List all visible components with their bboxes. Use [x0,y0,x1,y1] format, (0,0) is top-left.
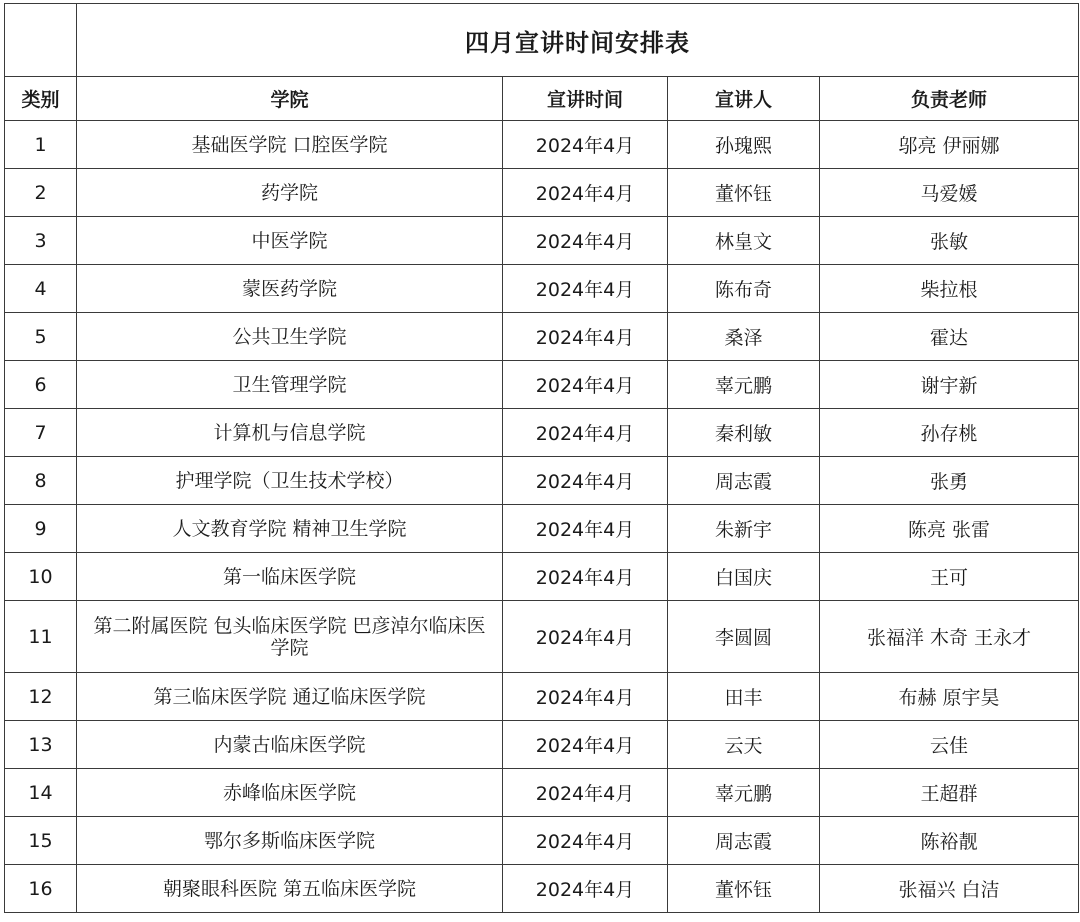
row-college-text: 第三临床医学院 通辽临床医学院 [153,685,426,708]
header-teacher: 负责老师 [820,77,1079,121]
row-time-text: 2024年4月 [535,279,635,301]
row-teacher-cell [820,721,1079,769]
row-teacher-text: 陈裕靓 [920,831,978,853]
table-row [5,313,1079,361]
row-index-text: 5 [34,325,47,348]
row-speaker-cell [668,673,820,721]
header-speaker: 宣讲人 [668,77,820,121]
row-teacher-cell [820,313,1079,361]
row-speaker-text: 李圆圆 [714,627,772,649]
row-college-cell [77,169,503,217]
table-body [5,4,1079,913]
row-teacher-text: 王可 [929,567,968,589]
row-index-cell [5,217,77,265]
row-teacher-cell [820,409,1079,457]
row-index-cell [5,169,77,217]
row-college-text: 基础医学院 口腔医学院 [191,133,388,156]
table-title: 四月宣讲时间安排表 [465,28,690,57]
row-college-cell [77,553,503,601]
row-time-cell [503,121,668,169]
table-row [5,721,1079,769]
row-college-cell [77,361,503,409]
row-time-cell [503,457,668,505]
row-time-text: 2024年4月 [535,831,635,853]
table-row [5,553,1079,601]
row-speaker-cell [668,721,820,769]
table-row [5,457,1079,505]
row-college-text: 药学院 [260,181,318,204]
row-college-text: 人文教育学院 精神卫生学院 [172,517,407,540]
table-row [5,601,1079,673]
row-teacher-cell [820,673,1079,721]
row-teacher-cell [820,457,1079,505]
row-time-cell [503,769,668,817]
row-teacher-text: 王超群 [920,783,978,805]
row-college-cell [77,217,503,265]
row-speaker-text: 桑泽 [724,327,763,349]
row-time-cell [503,409,668,457]
row-college-cell [77,817,503,865]
row-speaker-cell [668,121,820,169]
row-college-cell [77,721,503,769]
row-teacher-cell [820,769,1079,817]
row-time-text: 2024年4月 [535,327,635,349]
row-teacher-cell [820,601,1079,673]
table-row [5,169,1079,217]
row-speaker-text: 周志霞 [714,471,772,493]
row-teacher-text: 邬亮 伊丽娜 [898,135,1000,157]
row-college-cell [77,457,503,505]
row-speaker-text: 朱新宇 [714,519,772,541]
row-time-cell [503,865,668,913]
row-time-cell [503,505,668,553]
row-time-text: 2024年4月 [535,231,635,253]
row-time-cell [503,313,668,361]
row-college-text: 卫生管理学院 [232,373,347,396]
row-index-text: 2 [34,181,47,204]
row-teacher-cell [820,553,1079,601]
row-time-text: 2024年4月 [535,183,635,205]
title-row [5,4,1079,77]
row-speaker-cell [668,313,820,361]
schedule-table [4,3,1079,913]
row-index-text: 1 [34,133,47,156]
row-speaker-cell [668,817,820,865]
row-college-text: 朝聚眼科医院 第五临床医学院 [162,877,417,900]
row-speaker-cell [668,169,820,217]
row-index-cell [5,505,77,553]
row-college-cell [77,673,503,721]
row-index-text: 9 [34,517,47,540]
row-index-cell [5,673,77,721]
row-teacher-text: 张福兴 白洁 [898,879,1000,901]
table-row [5,265,1079,313]
header-row [5,77,1079,121]
row-college-cell [77,505,503,553]
row-index-cell [5,817,77,865]
row-speaker-cell [668,265,820,313]
row-speaker-text: 田丰 [724,687,763,709]
row-index-cell [5,313,77,361]
row-time-cell [503,721,668,769]
row-college-text: 中医学院 [251,229,328,252]
row-college-text: 蒙医药学院 [241,277,337,300]
row-teacher-text: 布赫 原宇昊 [898,687,1000,709]
row-college-cell [77,601,503,673]
row-index-cell [5,553,77,601]
row-index-cell [5,769,77,817]
row-teacher-text: 孙存桃 [920,423,978,445]
row-index-text: 8 [34,469,47,492]
row-speaker-text: 周志霞 [714,831,772,853]
row-teacher-cell [820,217,1079,265]
row-speaker-text: 陈布奇 [714,279,772,301]
table-row [5,865,1079,913]
row-college-text: 赤峰临床医学院 [222,781,356,804]
table-row [5,217,1079,265]
row-speaker-text: 白国庆 [714,567,772,589]
row-time-cell [503,673,668,721]
table-row [5,673,1079,721]
table-row [5,121,1079,169]
row-time-text: 2024年4月 [535,135,635,157]
row-college-text: 第二附属医院 包头临床医学院 巴彦淖尔临床医学院 [93,614,486,659]
table-row [5,505,1079,553]
row-index-text: 6 [34,373,47,396]
row-college-text: 计算机与信息学院 [213,421,366,444]
row-speaker-text: 辜元鹏 [714,375,772,397]
row-time-text: 2024年4月 [535,471,635,493]
row-college-cell [77,865,503,913]
row-teacher-cell [820,265,1079,313]
title-corner-cell [5,4,77,77]
row-speaker-text: 辜元鹏 [714,783,772,805]
row-speaker-cell [668,409,820,457]
row-college-text: 护理学院（卫生技术学校） [175,469,404,492]
row-time-text: 2024年4月 [535,879,635,901]
row-speaker-text: 林皇文 [714,231,772,253]
row-time-cell [503,265,668,313]
header-time: 宣讲时间 [503,77,668,121]
row-index-cell [5,409,77,457]
row-index-cell [5,721,77,769]
row-teacher-text: 柴拉根 [920,279,978,301]
row-index-cell [5,265,77,313]
row-college-text: 第一临床医学院 [222,565,356,588]
row-teacher-cell [820,169,1079,217]
row-speaker-text: 董怀钰 [714,879,772,901]
row-index-cell [5,865,77,913]
row-college-cell [77,409,503,457]
row-speaker-cell [668,457,820,505]
row-speaker-cell [668,361,820,409]
row-time-text: 2024年4月 [535,567,635,589]
row-teacher-text: 张勇 [929,471,968,493]
row-time-text: 2024年4月 [535,783,635,805]
row-time-cell [503,217,668,265]
row-index-text: 16 [28,877,53,900]
row-time-text: 2024年4月 [535,687,635,709]
table-row [5,769,1079,817]
title-cell [77,4,1079,77]
row-index-text: 15 [28,829,53,852]
row-time-cell [503,601,668,673]
row-college-cell [77,769,503,817]
table-row [5,361,1079,409]
row-teacher-text: 马爱媛 [920,183,978,205]
row-teacher-cell [820,505,1079,553]
row-teacher-cell [820,361,1079,409]
row-teacher-text: 霍达 [929,327,968,349]
row-index-cell [5,361,77,409]
row-index-text: 3 [34,229,47,252]
row-index-cell [5,457,77,505]
row-time-text: 2024年4月 [535,519,635,541]
row-time-cell [503,553,668,601]
row-teacher-text: 张福洋 木奇 王永才 [866,627,1032,649]
row-college-cell [77,121,503,169]
row-index-text: 14 [28,781,53,804]
row-index-text: 12 [28,685,53,708]
row-college-cell [77,265,503,313]
row-speaker-text: 云天 [724,735,763,757]
row-index-text: 13 [28,733,53,756]
row-time-text: 2024年4月 [535,423,635,445]
row-time-cell [503,169,668,217]
row-time-cell [503,817,668,865]
row-college-cell [77,313,503,361]
row-index-cell [5,601,77,673]
row-time-text: 2024年4月 [535,627,635,649]
row-time-text: 2024年4月 [535,735,635,757]
row-speaker-cell [668,769,820,817]
row-teacher-cell [820,121,1079,169]
row-teacher-text: 陈亮 张雷 [907,519,991,541]
row-college-text: 公共卫生学院 [232,325,347,348]
row-college-text: 鄂尔多斯临床医学院 [203,829,375,852]
row-teacher-cell [820,817,1079,865]
header-college: 学院 [77,77,503,121]
row-teacher-text: 张敏 [929,231,968,253]
row-time-cell [503,361,668,409]
row-index-text: 4 [34,277,47,300]
row-speaker-cell [668,865,820,913]
row-speaker-cell [668,217,820,265]
row-speaker-text: 董怀钰 [714,183,772,205]
row-speaker-text: 秦利敏 [714,423,772,445]
header-category: 类别 [5,77,77,121]
table-row [5,409,1079,457]
row-speaker-cell [668,601,820,673]
row-index-text: 10 [28,565,53,588]
row-teacher-cell [820,865,1079,913]
row-teacher-text: 谢宇新 [920,375,978,397]
row-index-text: 7 [34,421,47,444]
row-speaker-text: 孙瑰熙 [714,135,772,157]
row-speaker-cell [668,553,820,601]
row-index-cell [5,121,77,169]
row-college-text: 内蒙古临床医学院 [213,733,366,756]
row-index-text: 11 [28,625,53,648]
table-row [5,817,1079,865]
row-time-text: 2024年4月 [535,375,635,397]
row-teacher-text: 云佳 [929,735,968,757]
row-speaker-cell [668,505,820,553]
